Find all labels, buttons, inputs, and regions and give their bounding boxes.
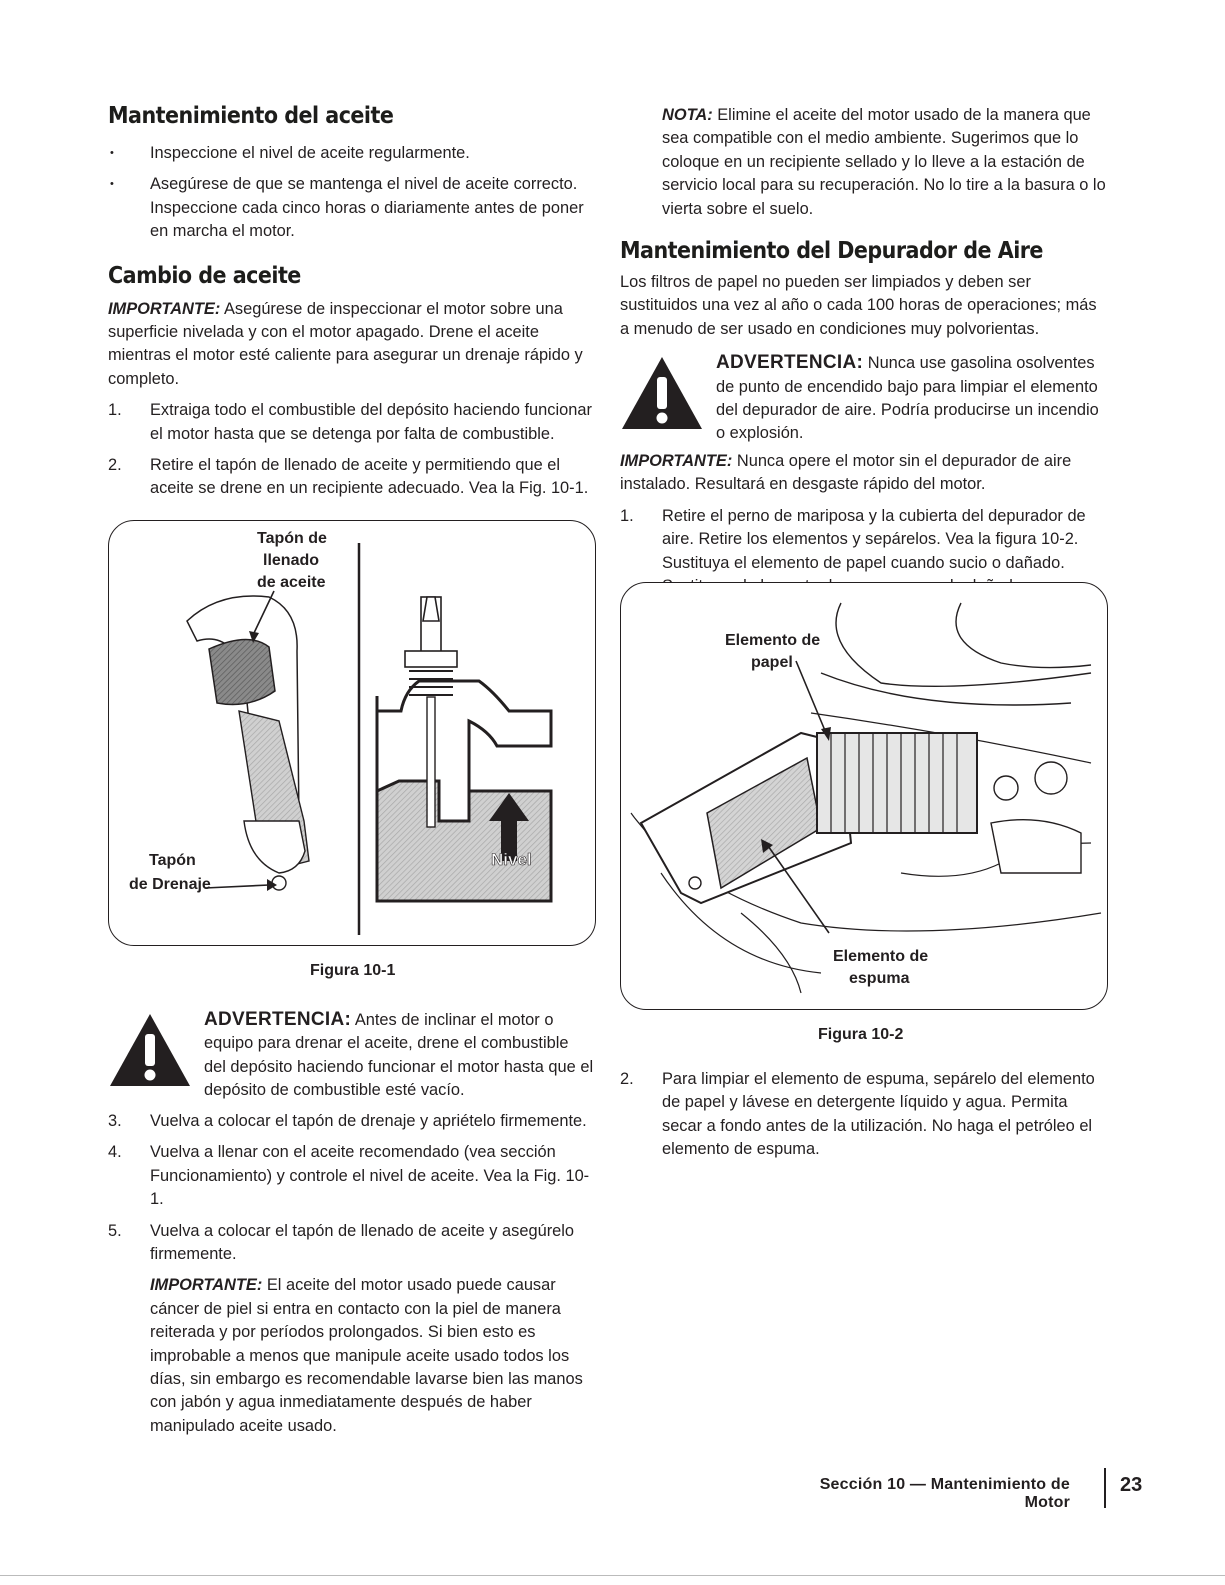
warning-label: ADVERTENCIA: bbox=[716, 352, 864, 374]
important-label: IMPORTANTE: bbox=[108, 299, 221, 318]
step-text: Extraiga todo el combustible del depósito haciendo funcionar el motor hasta que se detenga por falta de combustible. bbox=[150, 401, 592, 443]
heading-oil-change: Cambio de aceite bbox=[108, 260, 301, 289]
warning-block-gasoline bbox=[620, 351, 1106, 446]
page-bottom-rule bbox=[0, 1575, 1225, 1576]
label-fill-1: Tapón de bbox=[257, 530, 327, 547]
important-label: IMPORTANTE: bbox=[620, 451, 733, 470]
step-text: Retire el perno de mariposa y la cubierta del depurador de aire. Retire los elementos y sepárelos. Vea la figura 10-2. Sustituya el elemento de papel cuando sucio o dañado. bbox=[662, 506, 1086, 572]
figure-10-2-caption: Figura 10-2 bbox=[818, 1026, 904, 1043]
important-text: Asegúrese de inspeccionar el motor sobre una superficie nivelada y con el motor apagado. Drene el aceite mientras el motor esté caliente para asegurar un drenaje rápido y completo. bbox=[108, 299, 583, 388]
step-number: 4. bbox=[108, 1143, 122, 1162]
important-paragraph bbox=[620, 450, 1106, 497]
right-column-lower bbox=[620, 1068, 1106, 1162]
step-text: Para limpiar el elemento de espuma, sepárelo del elemento de papel y lávese en detergente líquido y agua. Permita secar a fondo antes de la utilización. No haga el petróleo el elemento de espuma. bbox=[662, 1070, 1095, 1159]
step-item bbox=[108, 1110, 594, 1133]
label-drain-1: Tapón bbox=[149, 852, 196, 869]
left-column-lower bbox=[108, 1008, 594, 1438]
warning-paragraph bbox=[204, 1008, 594, 1103]
step-number: 1. bbox=[108, 401, 122, 420]
step-text: Vuelva a colocar el tapón de drenaje y apriételo firmemente. bbox=[150, 1112, 587, 1130]
step-text: Vuelva a colocar el tapón de llenado de aceite y asegúrelo firmemente. bbox=[150, 1221, 575, 1264]
label-foam-1: Elemento de bbox=[833, 948, 929, 965]
bullet-item: • Asegúrese de que se mantenga el nivel de aceite correcto. Inspeccione cada cinco horas o diariamente antes de poner en marcha el motor. bbox=[108, 173, 594, 243]
heading-air-cleaner: Mantenimiento del Depurador de Aire bbox=[620, 236, 1043, 265]
step-item bbox=[620, 1068, 1106, 1162]
important-paragraph-2 bbox=[108, 1274, 594, 1438]
warning-triangle-icon bbox=[620, 355, 704, 431]
step-number: 2. bbox=[108, 456, 122, 475]
air-cleaner-illustration bbox=[621, 583, 1107, 1009]
footer-divider bbox=[1104, 1468, 1106, 1508]
nota-paragraph bbox=[620, 104, 1106, 221]
step-number: 3. bbox=[108, 1112, 122, 1130]
air-cleaner-intro: Los filtros de papel no pueden ser limpiados y deben ser sustituidos una vez al año o cada 100 horas de operaciones; más a menudo de ser usado en condiciones muy polvorientas. bbox=[620, 273, 1097, 338]
warning-paragraph bbox=[716, 351, 1106, 446]
label-paper-2: papel bbox=[751, 654, 793, 671]
step-item bbox=[108, 399, 594, 446]
nota-label: NOTA: bbox=[662, 106, 713, 124]
oil-bullets bbox=[108, 142, 594, 244]
step-item bbox=[108, 454, 594, 501]
label-fill-3: de aceite bbox=[257, 574, 326, 591]
left-column bbox=[108, 100, 594, 501]
page-number: 23 bbox=[1120, 1474, 1143, 1496]
label-fill-2: llenado bbox=[263, 552, 320, 569]
important-label: IMPORTANTE: bbox=[150, 1276, 263, 1295]
step-text: Vuelva a llenar con el aceite recomendado (vea sección Funcionamiento) y controle el nivel de aceite. Vea la Fig. 10-1. bbox=[150, 1143, 590, 1209]
steps-list-right-2 bbox=[620, 1068, 1106, 1162]
heading-oil-maintenance: Mantenimiento del aceite bbox=[108, 101, 394, 129]
label-drain-2: de Drenaje bbox=[129, 876, 211, 893]
bullet-item: • Inspeccione el nivel de aceite regularmente. bbox=[108, 142, 594, 165]
right-column bbox=[620, 104, 1106, 598]
warning-triangle-icon bbox=[108, 1012, 192, 1088]
important-paragraph bbox=[108, 298, 594, 392]
section-footer: Sección 10 — Mantenimiento de Motor bbox=[819, 1476, 1070, 1511]
warning-label: ADVERTENCIA: bbox=[204, 1009, 352, 1030]
important-text: Nunca opere el motor sin el depurador de aire instalado. Resultará en desgaste rápido del motor. bbox=[620, 451, 1072, 494]
step-text: Retire el tapón de llenado de aceite y permitiendo que el aceite se drene en un recipiente adecuado. Vea la Fig. 10-1. bbox=[150, 456, 589, 498]
oil-figure-illustration bbox=[109, 521, 595, 945]
label-foam-2: espuma bbox=[849, 970, 910, 987]
warning-text: Antes de inclinar el motor o equipo para drenar el aceite, drene el combustible del depósito haciendo funcionar el motor hasta que el depósito de combustible esté vacío. bbox=[204, 1011, 594, 1100]
step-number: 5. bbox=[108, 1221, 122, 1240]
warning-block-tilt bbox=[108, 1008, 594, 1104]
step-item bbox=[108, 1220, 594, 1267]
warning-text: Nunca use gasolina osolventes de punto de encendido bajo para limpiar el elemento del depurador de aire. Podría producirse un incendio o explosión. bbox=[716, 354, 1099, 443]
label-paper-1: Elemento de bbox=[725, 632, 821, 649]
label-level: Nivel bbox=[491, 850, 532, 869]
figure-10-2 bbox=[620, 582, 1108, 1010]
steps-list-b bbox=[108, 1110, 594, 1266]
important-text: El aceite del motor usado puede causar cáncer de piel si entra en contacto con la piel de manera reiterada y por períodos prolongados. Si bien esto es improbable a menos que manipule aceite usado todos los días, sin embargo es recomendable lavarse bien las manos con jabón y agua inmediatamente después de haber manipulado aceite usado. bbox=[150, 1276, 583, 1435]
step-number: 2. bbox=[620, 1070, 634, 1088]
figure-10-1-caption: Figura 10-1 bbox=[310, 962, 396, 979]
nota-text: Elimine el aceite del motor usado de la manera que sea compatible con el medio ambiente. Sugerimos que lo coloque en un recipiente sellado y lo lleve a la estación de servicio local para su recuperación. No lo tire a la basura o lo vierta sobre el suelo. bbox=[662, 106, 1106, 218]
steps-list-a bbox=[108, 399, 594, 501]
step-number: 1. bbox=[620, 506, 634, 525]
step-item bbox=[108, 1141, 594, 1211]
figure-10-1 bbox=[108, 520, 596, 946]
